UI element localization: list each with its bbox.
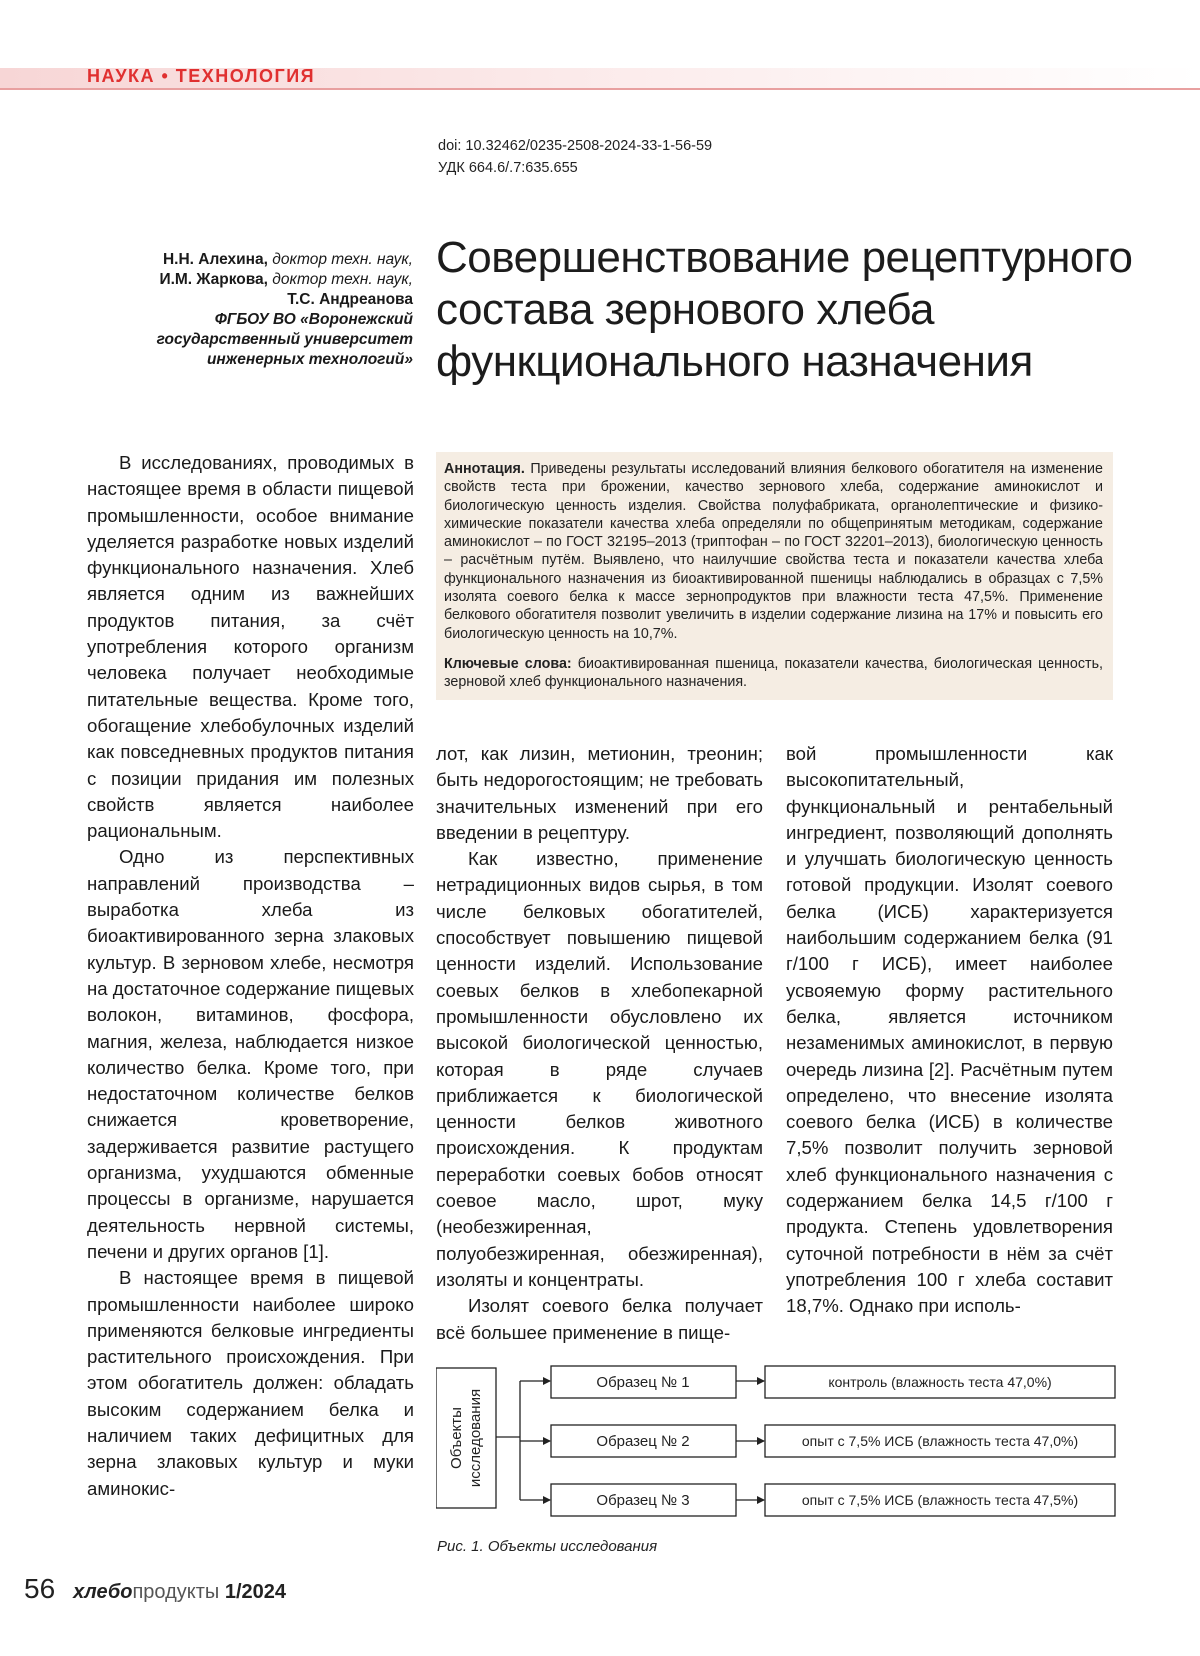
paragraph: Одно из перспективных направлений производства – выработка хлеба из биоактивированного зерна злаковых культур. В зерновом хлебе, несмотря на достаточное содержание пищевых волокон, витаминов, фосфора, магния, железа, наблюдается низкое количество белка. Кроме того, при недостаточном количестве белков снижается кроветворение, задерживается развитие растущего организма, ухудшаются обменные процессы в организме, нарушается деятельность нервной системы, печени и других органов [1]. <box>87 846 414 1262</box>
udk: УДК 664.6/.7:635.655 <box>438 160 578 176</box>
figure-diagram <box>436 1360 1116 1520</box>
author-line <box>157 250 413 270</box>
page-footer <box>24 1573 286 1605</box>
affiliation-line: ФГБОУ ВО «Воронежский <box>214 311 413 328</box>
result-label: контроль (влажность теста 47,0%) <box>828 1374 1052 1390</box>
journal-name-bold: хлебо <box>73 1581 133 1603</box>
abstract-label: Аннотация. <box>444 461 525 477</box>
author-name: И.М. Жаркова, <box>159 271 268 288</box>
title-line: Совершенствование рецептурного <box>436 233 1133 282</box>
author-degree: доктор техн. наук, <box>267 251 413 268</box>
author-line <box>157 270 413 290</box>
article-meta <box>438 135 712 179</box>
paragraph: лот, как лизин, метионин, треонин; быть недорогостоящим; не требовать значительных изменений при его введении в рецептуру. <box>436 743 763 843</box>
authors-block <box>157 250 413 370</box>
author-line <box>157 290 413 310</box>
result-label: опыт с 7,5% ИСБ (влажность теста 47,5%) <box>801 1492 1079 1508</box>
root-label: исследования <box>467 1388 484 1488</box>
keywords-text: биоактивированная пшеница, показатели качества, биологическая ценность, зерновой хлеб функционального назначения. <box>444 655 1103 691</box>
page-number: 56 <box>24 1573 56 1604</box>
doi[interactable]: doi: 10.32462/0235-2508-2024-33-1-56-59 <box>438 138 713 154</box>
title-line: состава зернового хлеба <box>436 285 935 334</box>
paragraph: Изолят соевого белка получает всё большее применение в пище- <box>436 1295 763 1343</box>
author-name: Н.Н. Алехина, <box>162 251 268 268</box>
sample-label: Образец № 3 <box>596 1492 690 1509</box>
paragraph: Как известно, применение нетрадиционных видов сырья, в том числе белковых обогатителей, способствует повышению пищевой ценности изделий. Использование соевых белков в хлебопекарной промышленности обусловлено их высокой биологической ценностью, которая в ряде случаев приближается к биологической ценности белков животного происхождения. К продуктам переработки соевых бобов относят соевое масло, шрот, муку (необезжиренная, полуобезжиренная, обезжиренная), изоляты и концентраты. <box>436 848 763 1290</box>
root-label: Объекты <box>448 1407 465 1469</box>
abstract-paragraph <box>444 460 1103 643</box>
root-box <box>436 1368 496 1508</box>
sample-label: Образец № 2 <box>596 1433 690 1450</box>
paragraph: вой промышленности как высокопитательный, функциональный и рентабельный ингредиент, позволяющий дополнять и улучшать биологическую ценность готовой продукции. Изолят соевого белка (ИСБ) характеризуется наибольшим содержанием белка (91 г/100 г ИСБ), имеет наиболее усвояемую форму растительного белка, является источником незаменимых аминокислот, в первую очередь лизина [2]. Расчётным путем определено, что внесение изолята соевого белка (ИСБ) в количестве 7,5% позволит получить зерновой хлеб функционального назначения с содержанием белка 14,5 г/100 г продукта. Степень удовлетворения суточной потребности в нём за счёт употребления 100 г хлеба составит 18,7%. Однако при исполь- <box>786 743 1113 1317</box>
journal-issue: 1/2024 <box>219 1581 286 1603</box>
affiliation-line: инженерных технологий» <box>206 351 413 368</box>
sample-label: Образец № 1 <box>596 1374 690 1391</box>
body-column-1 <box>87 450 414 1502</box>
author-degree: доктор техн. наук, <box>267 271 413 288</box>
keywords-paragraph <box>444 655 1103 692</box>
header-rule <box>0 88 1200 90</box>
body-column-2 <box>436 741 763 1346</box>
abstract-box <box>436 452 1113 700</box>
author-name: Т.С. Андреанова <box>287 291 413 308</box>
paragraph: В настоящее время в пищевой промышленности наиболее широко применяются белковые ингредиенты растительного происхождения. При этом обогатитель должен: обладать высоким содержанием белка и наличием таких дефицитных для зерна злаковых культур и муки аминокис- <box>87 1267 414 1499</box>
keywords-label: Ключевые слова: <box>444 655 572 672</box>
title-line: функционального назначения <box>436 337 1033 386</box>
affiliation-line: государственный университет <box>156 331 413 348</box>
result-label: опыт с 7,5% ИСБ (влажность теста 47,0%) <box>801 1433 1079 1449</box>
paragraph: В исследованиях, проводимых в настоящее время в области пищевой промышленности, особое внимание уделяется разработке новых изделий функционального назначения. Хлеб является одним из важнейших продуктов питания, за счёт употребления которого организм человека получает необходимые питательные вещества. Кроме того, обогащение хлебобулочных изделий как повседневных продуктов питания с позиции придания им полезных свойств является наиболее рациональным. <box>87 452 414 842</box>
figure-caption: Рис. 1. Объекты исследования <box>437 1538 658 1555</box>
body-column-3 <box>786 741 1113 1320</box>
abstract-text: Приведены результаты исследований влияния белкового обогатителя на изменение свойств теста при брожении, качество зернового хлеба, содержание аминокислот и биологическую ценность изделия. Свойства полуфабриката, органолептические и физико-химические показатели качества хлеба определяли по общепринятым методикам, содержание аминокислот – по ГОСТ 32195–2013 (триптофан – по ГОСТ 32201–2013), биологическую ценность – расчётным путём. Выявлено, что наилучшие свойства теста и показатели качества хлеба функционального назначения из биоактивированной пшеницы наблюдались в образцах с 7,5% изолята соевого белка к массе зернопродуктов при влажности теста 47,5%. Применение белкового обогатителя позволит увеличить в изделии содержание лизина на 17% и повысить его биологическую ценность на 10,7%. <box>444 461 1103 642</box>
article-title <box>436 232 1136 388</box>
journal-name-light: продукты <box>132 1581 220 1603</box>
section-title: НАУКА • ТЕХНОЛОГИЯ <box>87 66 316 86</box>
